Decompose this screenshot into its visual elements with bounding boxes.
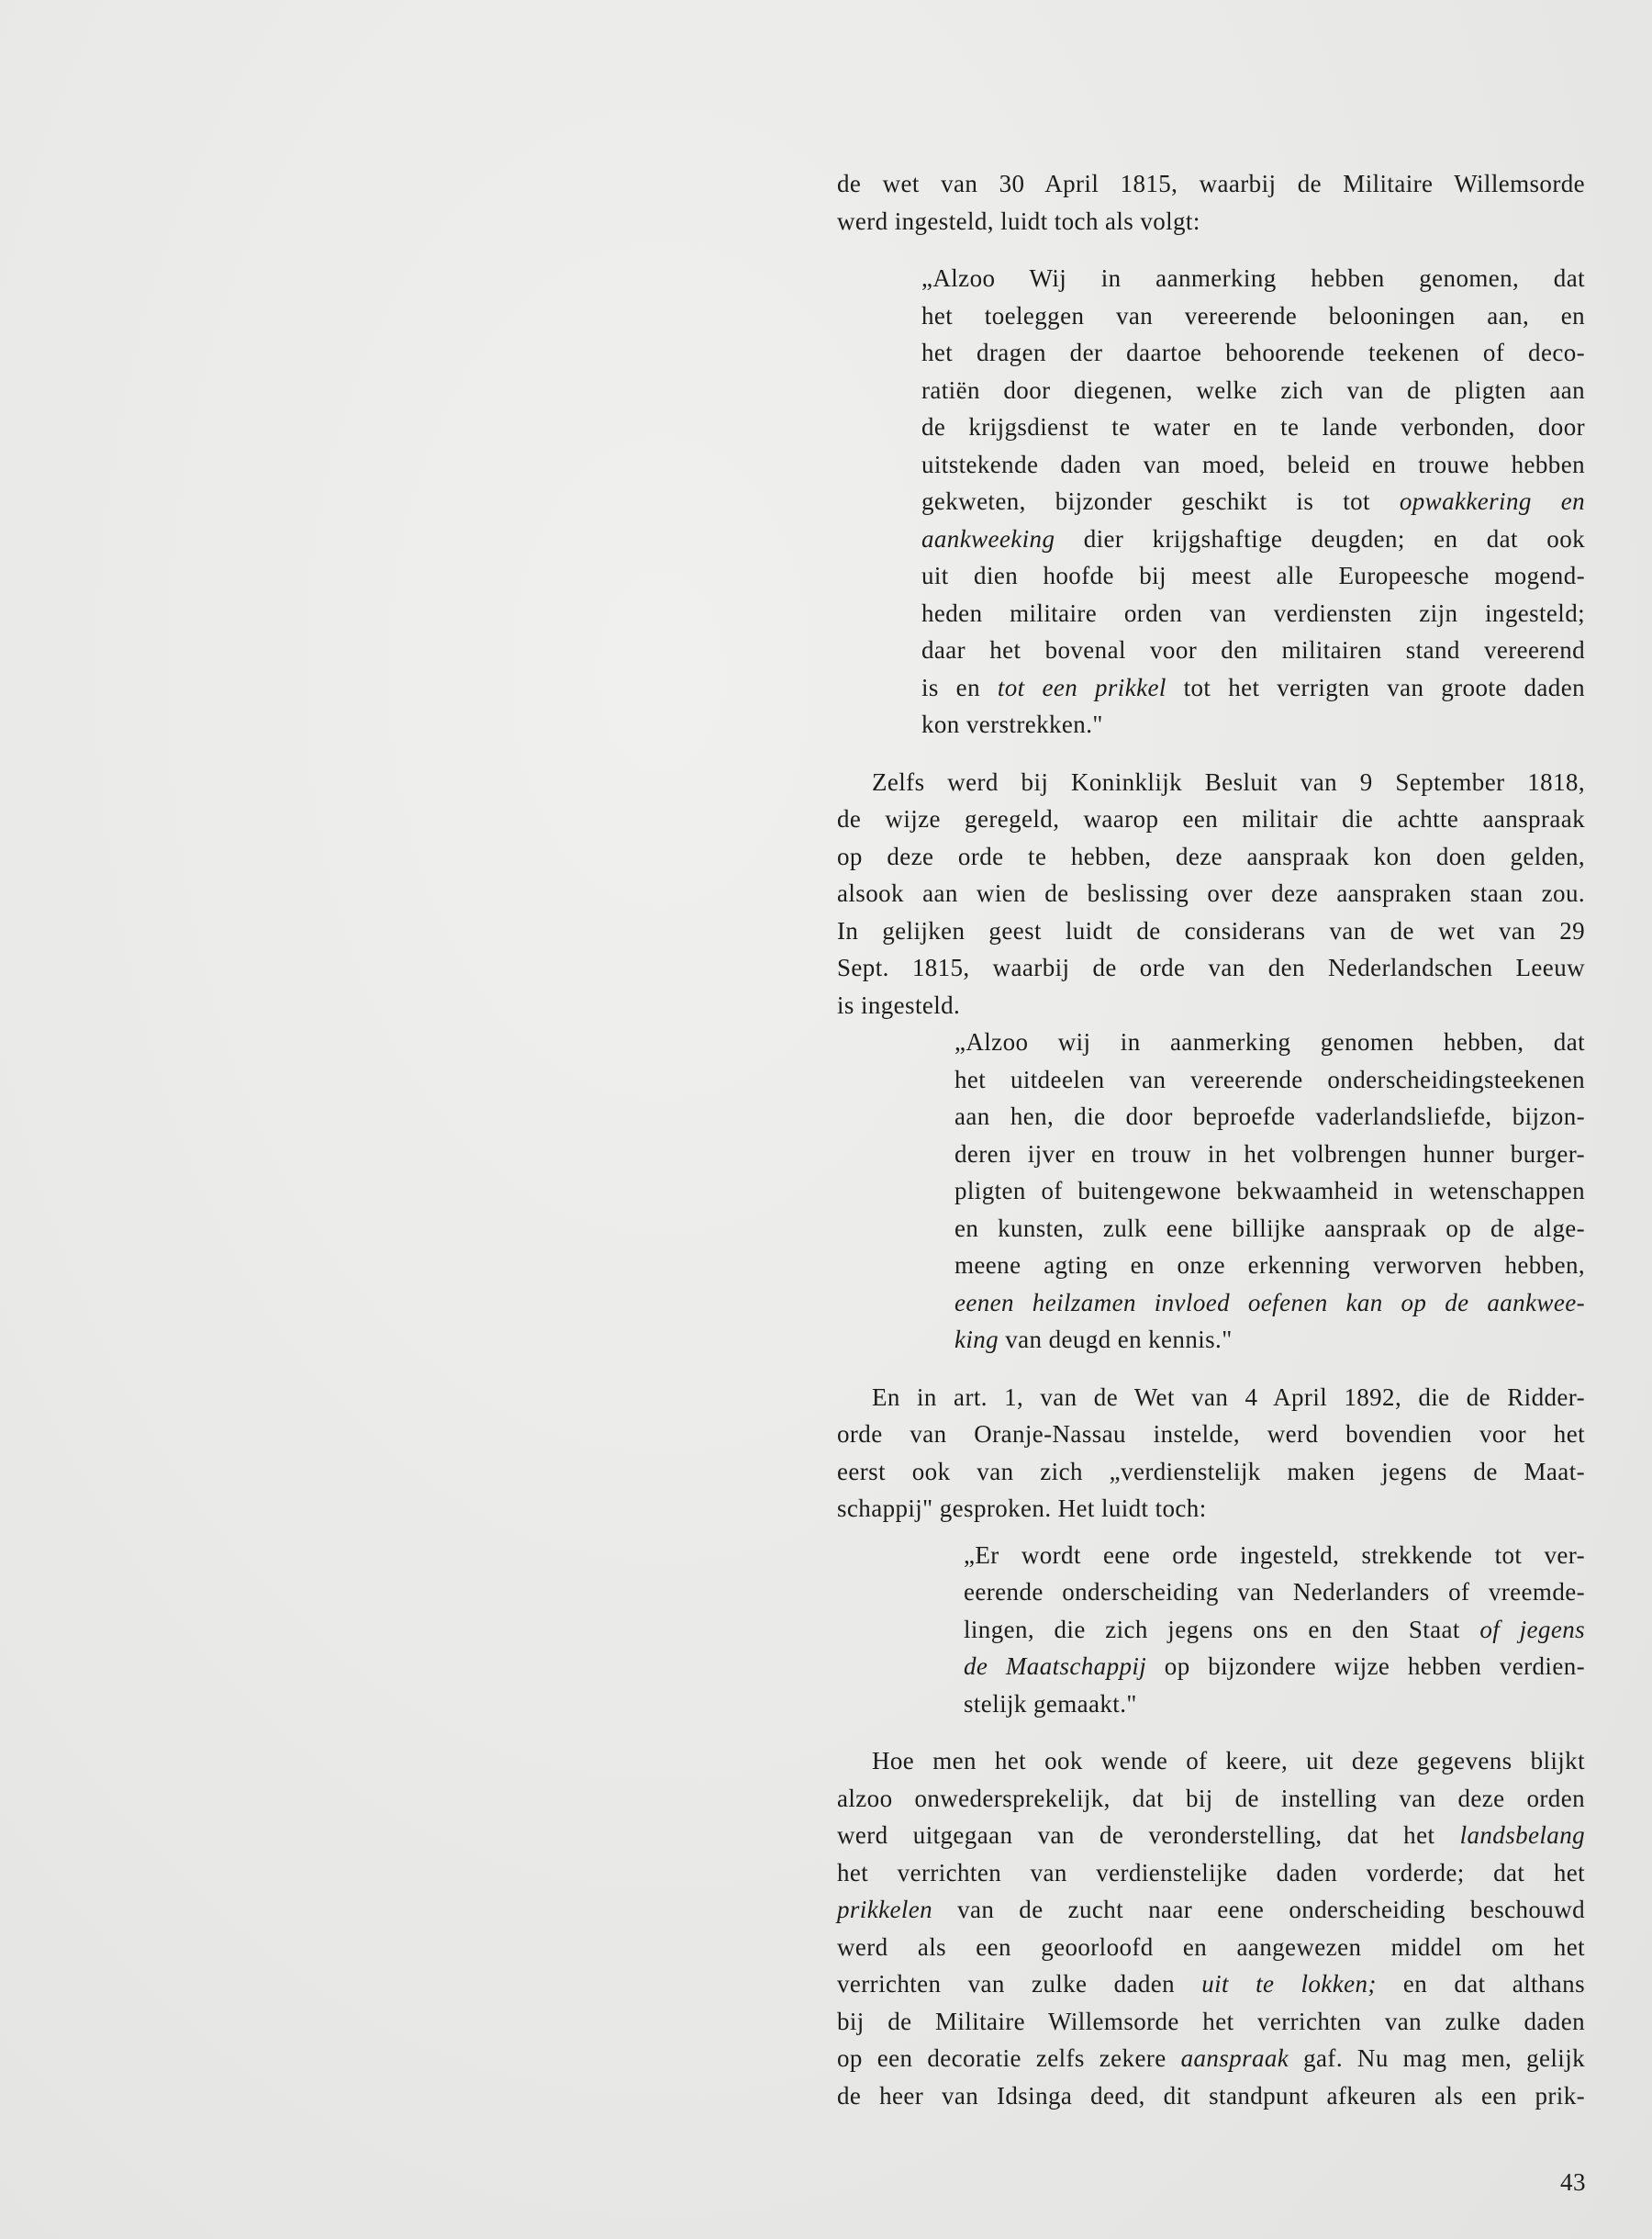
- text-line: kon verstrekken.": [921, 711, 1103, 738]
- text-line: Zelfs werd bij Koninklijk Besluit van 9 September 1818,: [872, 767, 1585, 796]
- emphasis: king: [954, 1326, 999, 1353]
- text-line: En in art. 1, van de Wet van 4 April 1892, die de Ridder-: [872, 1383, 1585, 1411]
- text-line: gekweten, bijzonder geschikt is tot opwakkering en: [921, 487, 1585, 515]
- emphasis: aanspraak: [1180, 2044, 1289, 2072]
- text-line: is ingesteld.: [837, 991, 961, 1019]
- emphasis: uit te lokken;: [1201, 1970, 1377, 1998]
- text-line: werd uitgegaan van de veronderstelling, dat het landsbelang: [837, 1821, 1585, 1849]
- text-line: de wijze geregeld, waarop een militair die achtte aanspraak: [837, 805, 1585, 833]
- text-line: de krijgsdienst te water en te lande verbonden, door: [921, 413, 1585, 441]
- text-line: aankweeking dier krijgshaftige deugden; en dat ook: [921, 524, 1585, 553]
- paragraph-wet-1892: [837, 1379, 1585, 1528]
- text-line: „Alzoo Wij in aanmerking hebben genomen, dat: [921, 264, 1585, 292]
- text-line: werd ingesteld, luidt toch als volgt:: [837, 207, 1200, 235]
- text-line: alsook aan wien de beslissing over deze aanspraken staan zou.: [837, 879, 1585, 907]
- paragraph-law-1815: [837, 165, 1585, 240]
- text-line: de wet van 30 April 1815, waarbij de Militaire Willemsorde: [837, 170, 1585, 197]
- text-line: uit dien hoofde bij meest alle Europeesche mogend-: [921, 562, 1585, 589]
- page-number: 43: [1560, 2168, 1586, 2196]
- paragraph-besluit-1818: [837, 764, 1585, 1024]
- text-line: Sept. 1815, waarbij de orde van den Nederlandschen Leeuw: [837, 954, 1585, 981]
- emphasis: of jegens: [1479, 1615, 1586, 1643]
- emphasis: landsbelang: [1459, 1821, 1585, 1849]
- text-line: stelijk gemaakt.": [964, 1689, 1137, 1718]
- emphasis: opwakkering en: [1399, 487, 1585, 515]
- text-line: [954, 1284, 1585, 1322]
- text-line: schappij" gesproken. Het luidt toch:: [837, 1495, 1207, 1522]
- text-line: het verrichten van verdienstelijke daden vorderde; dat het: [837, 1858, 1585, 1886]
- text-line: king van deugd en kennis.": [954, 1326, 1233, 1353]
- text-line: op deze orde te hebben, deze aanspraak kon doen gelden,: [837, 842, 1585, 870]
- emphasis: eenen heilzamen invloed oefenen kan op de aankwee-: [954, 1288, 1585, 1316]
- text-line: „Alzoo wij in aanmerking genomen hebben, dat: [954, 1028, 1585, 1056]
- quote-oranje-nassau: [837, 1537, 1585, 1723]
- text-line: op een decoratie zelfs zekere aanspraak gaf. Nu mag men, gelijk: [837, 2044, 1585, 2072]
- emphasis: de Maatschappij: [964, 1652, 1147, 1680]
- text-line: lingen, die zich jegens ons en den Staat of jegens: [964, 1615, 1586, 1643]
- text-line: eerende onderscheiding van Nederlanders of vreemde-: [964, 1578, 1585, 1606]
- text-line: is en tot een prikkel tot het verrigten van groote daden: [921, 673, 1585, 701]
- text-line: bij de Militaire Willemsorde het verrichten van zulke daden: [837, 2007, 1585, 2035]
- text-line: eerst ook van zich „verdienstelijk maken jegens de Maat-: [837, 1457, 1585, 1485]
- text-line: alzoo onwedersprekelijk, dat bij de instelling van deze orden: [837, 1784, 1585, 1812]
- text-line: verrichten van zulke daden uit te lokken; en dat althans: [837, 1970, 1585, 1998]
- text-line: werd als een geoorloofd en aangewezen middel om het: [837, 1932, 1585, 1961]
- quote-willemsorde: [837, 260, 1585, 744]
- text-line: en kunsten, zulk eene billijke aanspraak op de alge-: [954, 1214, 1585, 1242]
- emphasis: tot een prikkel: [997, 673, 1166, 701]
- text-line: pligten of buitengewone bekwaamheid in wetenschappen: [954, 1177, 1585, 1204]
- emphasis: prikkelen: [837, 1896, 933, 1923]
- paragraph-conclusion: [837, 1742, 1585, 2114]
- quote-nederlandsche-leeuw: [837, 1024, 1585, 1359]
- text-line: de heer van Idsinga deed, dit standpunt afkeuren als een prik-: [837, 2081, 1585, 2110]
- text-line: het toeleggen van vereerende belooningen aan, en: [921, 301, 1585, 330]
- emphasis: aankweeking: [921, 524, 1055, 553]
- text-line: de Maatschappij op bijzondere wijze hebben verdien-: [964, 1652, 1585, 1680]
- text-line: heden militaire orden van verdiensten zijn ingesteld;: [921, 599, 1585, 627]
- text-line: In gelijken geest luidt de considerans van de wet van 29: [837, 916, 1585, 945]
- text-line: ratiën door diegenen, welke zich van de pligten aan: [921, 375, 1585, 404]
- text-line: aan hen, die door beproefde vaderlandsliefde, bijzon-: [954, 1103, 1585, 1130]
- text-line: daar het bovenal voor den militairen stand vereerend: [921, 636, 1585, 664]
- text-line: meene agting en onze erkenning verworven hebben,: [954, 1251, 1585, 1279]
- text-line: „Er wordt eene orde ingesteld, strekkende tot ver-: [964, 1540, 1585, 1569]
- text-column: [837, 165, 1585, 2114]
- text-line: orde van Oranje-Nassau instelde, werd bovendien voor het: [837, 1420, 1585, 1448]
- text-line: uitstekende daden van moed, beleid en trouwe hebben: [921, 450, 1585, 478]
- text-line: het dragen der daartoe behoorende teekenen of deco-: [921, 339, 1585, 366]
- text-line: deren ijver en trouw in het volbrengen hunner burger-: [954, 1139, 1585, 1168]
- text-line: Hoe men het ook wende of keere, uit deze gegevens blijkt: [872, 1747, 1585, 1774]
- text-line: het uitdeelen van vereerende onderscheidingsteekenen: [954, 1065, 1585, 1093]
- text-line: prikkelen van de zucht naar eene onderscheiding beschouwd: [837, 1896, 1585, 1923]
